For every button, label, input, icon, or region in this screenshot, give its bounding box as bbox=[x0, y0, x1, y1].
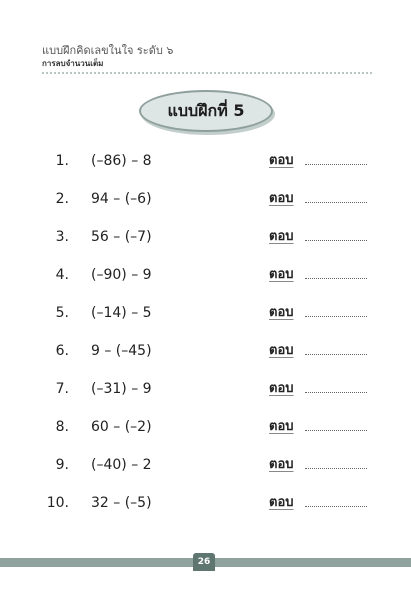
problem-row-1 bbox=[0, 151, 411, 171]
problem-expression: 9 – (–45) bbox=[91, 343, 152, 359]
problem-number: 1. bbox=[55, 153, 69, 169]
answer-label: ตอบ bbox=[269, 495, 294, 510]
problem-row-3 bbox=[0, 227, 411, 247]
answer-blank[interactable] bbox=[305, 316, 367, 317]
problem-expression: (–86) – 8 bbox=[91, 153, 152, 169]
answer-blank[interactable] bbox=[305, 354, 367, 355]
answer-blank[interactable] bbox=[305, 468, 367, 469]
answer-label: ตอบ bbox=[269, 191, 294, 206]
answer-blank[interactable] bbox=[305, 430, 367, 431]
problem-row-6 bbox=[0, 341, 411, 361]
problem-number: 10. bbox=[46, 495, 69, 511]
problem-number: 5. bbox=[55, 305, 69, 321]
problem-row-5 bbox=[0, 303, 411, 323]
problem-row-10 bbox=[0, 493, 411, 513]
problem-number: 7. bbox=[55, 381, 69, 397]
answer-label: ตอบ bbox=[269, 419, 294, 434]
problem-expression: (–40) – 2 bbox=[91, 457, 152, 473]
answer-blank[interactable] bbox=[305, 278, 367, 279]
answer-label: ตอบ bbox=[269, 153, 294, 168]
problem-row-8 bbox=[0, 417, 411, 437]
answer-label: ตอบ bbox=[269, 267, 294, 282]
answer-blank[interactable] bbox=[305, 164, 367, 165]
answer-label: ตอบ bbox=[269, 381, 294, 396]
problem-number: 2. bbox=[55, 191, 69, 207]
problem-row-2 bbox=[0, 189, 411, 209]
page-number-tab bbox=[193, 553, 215, 571]
problem-number: 9. bbox=[55, 457, 69, 473]
problem-number: 6. bbox=[55, 343, 69, 359]
problem-expression: 60 – (–2) bbox=[91, 419, 152, 435]
problem-row-7 bbox=[0, 379, 411, 399]
problem-expression: 94 – (–6) bbox=[91, 191, 152, 207]
answer-label: ตอบ bbox=[269, 343, 294, 358]
answer-blank[interactable] bbox=[305, 202, 367, 203]
problem-row-9 bbox=[0, 455, 411, 475]
answer-blank[interactable] bbox=[305, 240, 367, 241]
answer-blank[interactable] bbox=[305, 506, 367, 507]
problem-expression: (–31) – 9 bbox=[91, 381, 152, 397]
problem-number: 3. bbox=[55, 229, 69, 245]
exercise-title: แบบฝึกที่ 5 bbox=[167, 100, 245, 120]
problem-row-4 bbox=[0, 265, 411, 285]
problem-number: 8. bbox=[55, 419, 69, 435]
problem-expression: (–14) – 5 bbox=[91, 305, 152, 321]
problem-expression: 32 – (–5) bbox=[91, 495, 152, 511]
answer-label: ตอบ bbox=[269, 457, 294, 472]
answer-label: ตอบ bbox=[269, 305, 294, 320]
section-subtitle: การลบจำนวนเต็ม bbox=[42, 59, 104, 68]
problem-expression: (–90) – 9 bbox=[91, 267, 152, 283]
answer-blank[interactable] bbox=[305, 392, 367, 393]
problem-expression: 56 – (–7) bbox=[91, 229, 152, 245]
book-title: แบบฝึกคิดเลขในใจ ระดับ ๖ bbox=[42, 44, 174, 57]
answer-label: ตอบ bbox=[269, 229, 294, 244]
page-number: 26 bbox=[197, 557, 211, 567]
problem-number: 4. bbox=[55, 267, 69, 283]
